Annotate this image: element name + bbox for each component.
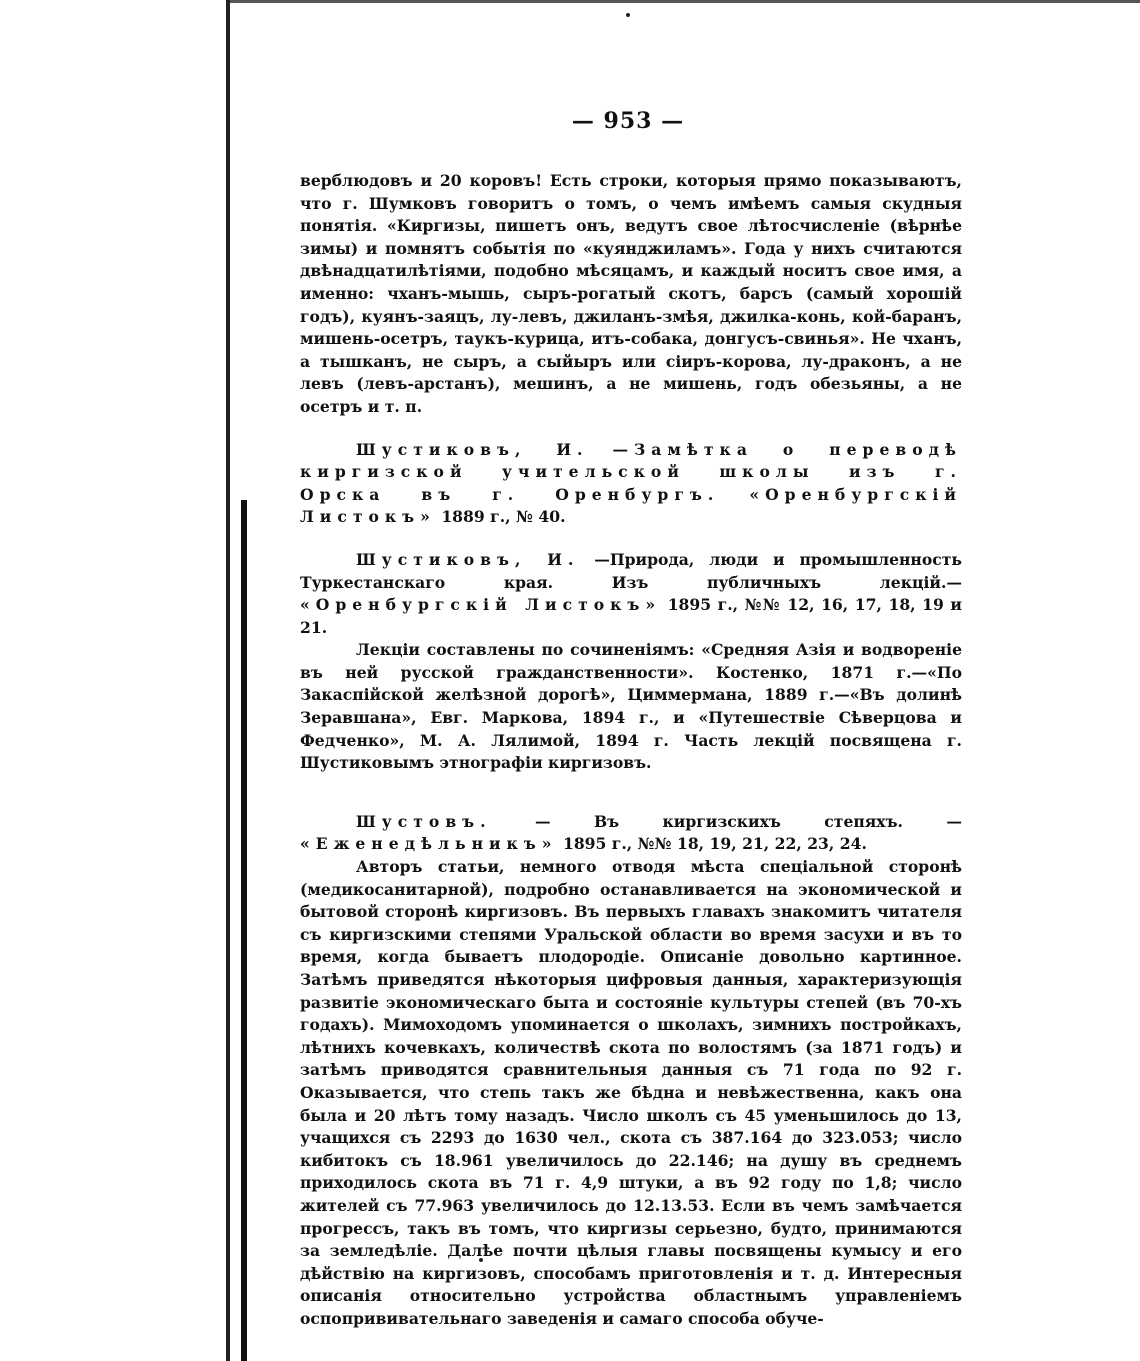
entry-details: 1895 г., №№ 12, 16, 17, 18, 19 и 21. [300, 595, 962, 637]
binding-margin-line-lower [241, 500, 247, 1361]
intro-paragraph: верблюдовъ и 20 коровъ! Есть строки, которыя прямо показываютъ, что г. Шумковъ говоритъ о томъ, о чемъ имѣемъ самыя скудныя понятія. «Киргизы, пишетъ онъ, ведутъ свое лѣтосчисленіе (вѣрнѣе зимы) и помнятъ событія по «куянджиламъ». Года у нихъ считаются двѣнадцатилѣтіями, подобно мѣсяцамъ, и каждый носитъ свое имя, а именно: чханъ-мышь, сыръ-рогатый скотъ, барсъ (самый хорошій годъ), куянъ-заяцъ, лу-левъ, джиланъ-змѣя, джилка-конь, кой-баранъ, мишень-осетръ, таукъ-курица, итъ-собака, донгусъ-свинья». Не чханъ, а тышканъ, не сыръ, а сыйыръ или сіиръ-корова, лу-драконъ, а не левъ (левъ-арстанъ), мешинъ, а не мишень, годъ обезьяны, а не осетръ и т. п. [300, 171, 962, 416]
entry-title: — Въ киргизскихъ степяхъ. — [534, 811, 962, 831]
entry-source: «Оренбургскій Листокъ» [300, 484, 962, 527]
entry-source: «Оренбургскій Листокъ» [300, 595, 662, 615]
entry-author: Шустовъ. [356, 811, 492, 831]
entry-details: 1895 г., №№ 18, 19, 21, 22, 23, 24. [562, 834, 867, 854]
binding-margin-line [226, 0, 230, 1361]
entry-title: —Природа, люди и промышленность Туркестанскаго края. Изъ публичныхъ лекцій.— [300, 549, 962, 592]
entry-author: Шустиковъ, И. [356, 549, 580, 569]
scan-speck [626, 13, 630, 17]
entry-source: «Еженедѣльникъ» [300, 834, 558, 854]
bibliography-entry [300, 549, 962, 639]
entry-note: Авторъ статьи, немного отводя мѣста спеціальной сторонѣ (медикосанитарной), подробно останавливается на экономической и бытовой сторонѣ киргизовъ. Въ первыхъ главахъ знакомитъ читателя съ киргизскими степями Уральской области во время засухи и въ то время, когда бываетъ плодородіе. Описаніе довольно картинное. Затѣмъ приведятся нѣкоторыя цифровыя данныя, характеризующія развитіе экономическаго быта и состояніе культуры степей (въ 70-хъ годахъ). Мимоходомъ упоминается о школахъ, зимнихъ постройкахъ, лѣтнихъ кочевкахъ, количествѣ скота по волостямъ (за 1871 годъ) и затѣмъ приводятся сравнительныя данныя съ 71 года по 92 г. Оказывается, что степь такъ же бѣдна и невѣжественна, какъ она была и 20 лѣтъ тому назадъ. Число школъ съ 45 уменьшилось до 13, учащихся съ 2293 до 1630 чел., скота съ 387.164 до 323.053; число кибитокъ съ 18.961 увеличилось до 22.146; на душу въ среднемъ приходилось скота въ 71 г. 4,9 штуки, а въ 92 году по 1,8; число жителей съ 77.963 увеличилось до 12.13.53. Если въ чемъ замѣчается прогрессъ, такъ въ томъ, что киргизы серьезно, будто, принимаются за земледѣліе. Далѣе почти цѣлыя главы посвящены кумысу и его дѣйствію на киргизовъ, способамъ приготовленія и т. д. Интересныя описанія относительно устройства областнымъ управленіемъ оспопрививательнаго заведенія и самаго способа обуче- [300, 857, 962, 1328]
entry-details: 1889 г., № 40. [441, 507, 566, 527]
bibliography-entry [300, 439, 962, 529]
page-body [300, 170, 962, 1331]
top-scan-edge [228, 0, 1140, 3]
entry-author: Шустиковъ, И. [356, 439, 589, 459]
bibliography-entry [300, 811, 962, 856]
entry-note: Лекціи составлены по сочиненіямъ: «Средняя Азія и водвореніе въ ней русской гражданственности». Костенко, 1871 г.—«По Закаспійской желѣзной дорогѣ», Циммермана, 1889 г.—«Въ долинѣ Зеравшана», Евг. Маркова, 1894 г., и «Путешествіе Сѣверцова и Федченко», М. А. Лялимой, 1894 г. Часть лекцій посвящена г. Шустиковымъ этнографіи киргизовъ. [300, 640, 962, 773]
page-number: — 953 — [571, 108, 685, 134]
entry-title: —Замѣтка о переводѣ киргизской учительской школы изъ г. Орска въ г. Оренбургъ. [300, 439, 962, 504]
